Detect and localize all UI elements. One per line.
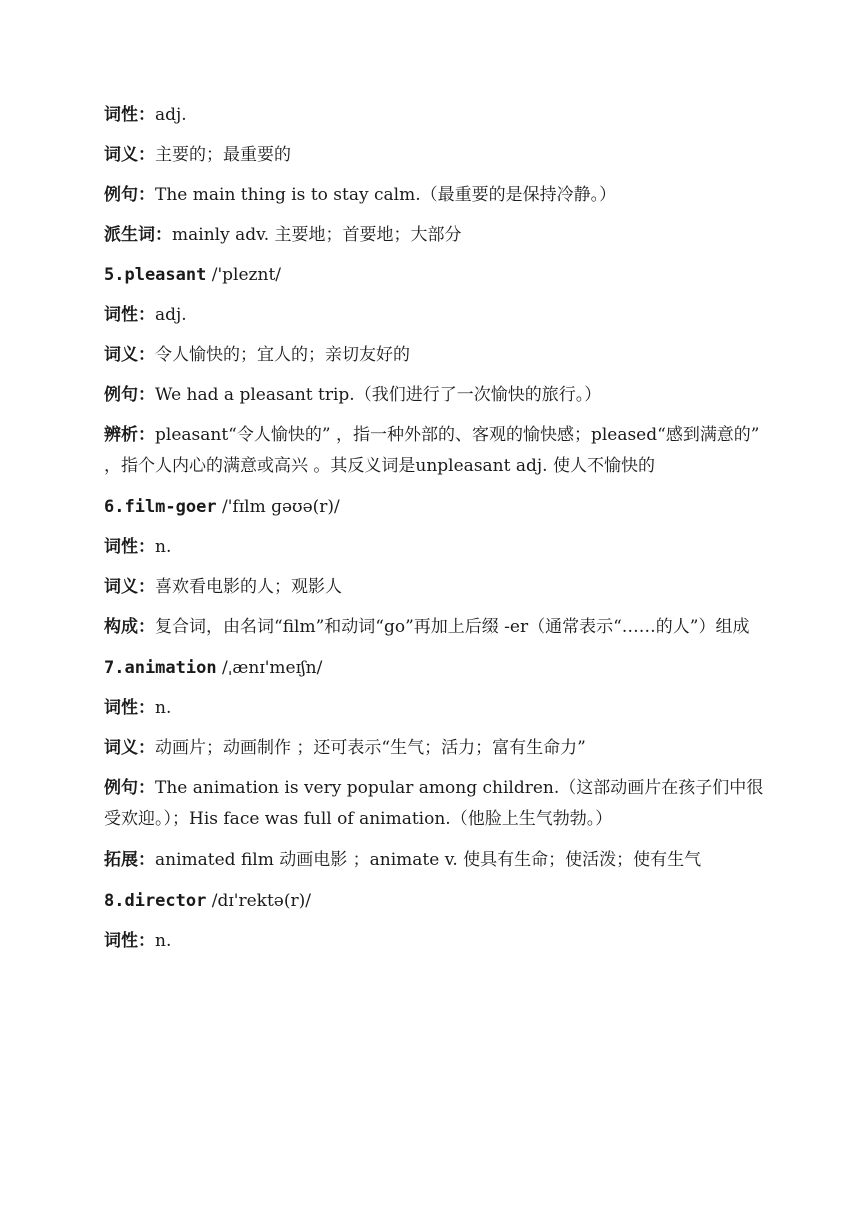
derivative-value: mainly adv. 主要地；首要地；大部分 xyxy=(172,225,462,245)
example-line xyxy=(104,380,764,410)
pos-line xyxy=(104,300,764,330)
pos-label: 词性： xyxy=(104,698,155,718)
extension-value: animated film 动画电影 ；animate v. 使具有生命；使活泼；使有生气 xyxy=(155,850,702,870)
analysis-value: pleasant“令人愉快的” ，指一种外部的、客观的愉快感；pleased“感到满意的” ，指个人内心的满意或高兴 。其反义词是unpleasant adj. 使人不愉快的 xyxy=(104,425,760,476)
headword-line-animation xyxy=(104,653,764,683)
pos-value: adj. xyxy=(155,105,187,125)
meaning-label: 词义： xyxy=(104,345,155,365)
headword-line-director xyxy=(104,886,764,916)
headword: 6.film-goer xyxy=(104,497,217,517)
headword: 8.director xyxy=(104,891,207,911)
headword-line-film-goer xyxy=(104,492,764,522)
pos-value: n. xyxy=(155,931,172,951)
example-value: The animation is very popular among children.（这部动画片在孩子们中很受欢迎。）；His face was full of animation.（他脸上生气勃勃。） xyxy=(104,778,764,829)
example-line xyxy=(104,773,764,835)
pos-label: 词性： xyxy=(104,537,155,557)
pos-line xyxy=(104,926,764,956)
pos-line xyxy=(104,693,764,723)
example-line xyxy=(104,180,764,210)
composition-line xyxy=(104,612,764,643)
derivative-label: 派生词： xyxy=(104,225,172,245)
meaning-line xyxy=(104,733,764,763)
example-label: 例句： xyxy=(104,778,155,798)
composition-label: 构成： xyxy=(104,617,155,637)
phonetic: /dɪ'rektə(r)/ xyxy=(206,891,311,911)
pos-label: 词性： xyxy=(104,305,155,325)
pos-label: 词性： xyxy=(104,931,155,951)
analysis-label: 辨析： xyxy=(104,425,155,445)
headword: 7.animation xyxy=(104,658,217,678)
phonetic: /'pleznt/ xyxy=(206,265,282,285)
pos-value: adj. xyxy=(155,305,187,325)
meaning-value: 令人愉快的；宜人的；亲切友好的 xyxy=(155,345,410,365)
meaning-line xyxy=(104,572,764,602)
meaning-line xyxy=(104,140,764,170)
example-label: 例句： xyxy=(104,385,155,405)
example-value: We had a pleasant trip.（我们进行了一次愉快的旅行。） xyxy=(155,385,602,405)
meaning-label: 词义： xyxy=(104,738,155,758)
composition-value: 复合词，由名词“film”和动词“go”再加上后缀 -er（通常表示“……的人”）组成 xyxy=(155,617,750,637)
pos-line xyxy=(104,532,764,562)
meaning-label: 词义： xyxy=(104,577,155,597)
meaning-line xyxy=(104,340,764,370)
example-value: The main thing is to stay calm.（最重要的是保持冷静。） xyxy=(155,185,617,205)
example-label: 例句： xyxy=(104,185,155,205)
extension-label: 拓展： xyxy=(104,850,155,870)
pos-value: n. xyxy=(155,698,172,718)
document-body xyxy=(104,100,764,966)
pos-label: 词性： xyxy=(104,105,155,125)
headword-line-pleasant xyxy=(104,260,764,290)
meaning-value: 主要的；最重要的 xyxy=(155,145,291,165)
pos-value: n. xyxy=(155,537,172,557)
meaning-label: 词义： xyxy=(104,145,155,165)
analysis-line xyxy=(104,420,764,482)
derivative-line xyxy=(104,220,764,250)
extension-line xyxy=(104,845,764,876)
meaning-value: 喜欢看电影的人；观影人 xyxy=(155,577,342,597)
pos-line xyxy=(104,100,764,130)
meaning-value: 动画片；动画制作 ；还可表示“生气；活力；富有生命力” xyxy=(155,738,586,758)
headword: 5.pleasant xyxy=(104,265,207,285)
phonetic: /ˌænɪ'meɪʃn/ xyxy=(216,658,323,678)
phonetic: /'fɪlm ɡəʊə(r)/ xyxy=(216,497,340,517)
